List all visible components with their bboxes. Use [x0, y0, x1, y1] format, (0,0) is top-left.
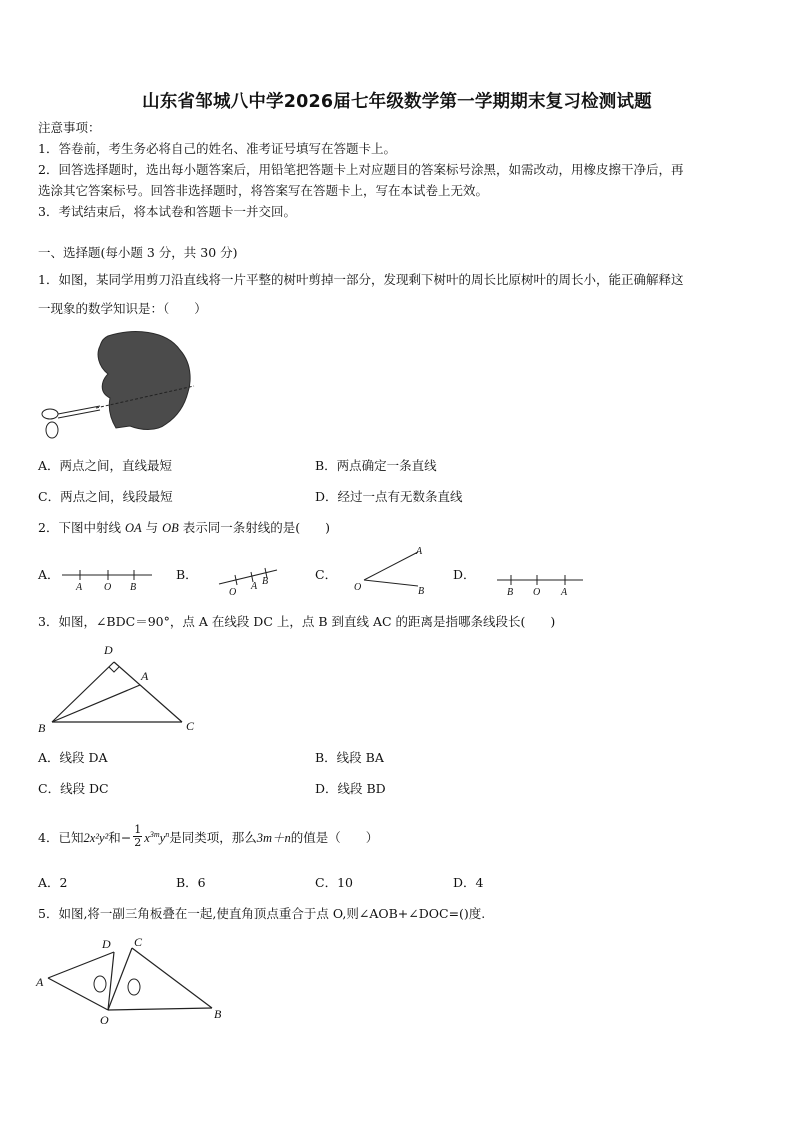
q5-label-o: O — [100, 1013, 109, 1027]
q3-option-c: C．线段 DC — [38, 781, 109, 796]
q3-option-a: A．线段 DA — [38, 750, 108, 765]
q2d-label-b: B — [507, 587, 514, 598]
note-3: 3．考试结束后，将本试卷和答题卡一并交回。 — [38, 204, 296, 219]
section-heading: 一、选择题(每小题 3 分，共 30 分) — [38, 245, 238, 260]
q4-neg: − — [120, 830, 132, 845]
q5-label-d: D — [102, 937, 111, 951]
q2c-label-o: O — [354, 582, 362, 593]
q2-stem-pre: 2．下图中射线 — [38, 520, 125, 535]
q4-fraction — [133, 824, 142, 849]
q4-post2: 的值是（ ） — [290, 830, 379, 845]
scissors-handle-2 — [46, 422, 58, 438]
q2b-label-b: B — [262, 576, 269, 587]
q5-label-a: A — [36, 975, 44, 989]
scissors-blade-1 — [58, 406, 100, 414]
q4-term2-base: x — [144, 831, 150, 845]
q3-label-c: C — [186, 719, 195, 733]
q4-frac-den: 2 — [134, 836, 142, 849]
q4-option-c: C．10 — [315, 875, 353, 890]
notes-heading: 注意事项： — [38, 120, 101, 135]
q2b-label-a: A — [251, 581, 258, 592]
q4-stem — [38, 823, 379, 860]
note-2a: 2．回答选择题时，选出每小题答案后，用铅笔把答题卡上对应题目的答案标号涂黑，如需改动，用橡皮擦干净后，再 — [38, 162, 684, 177]
q5-label-c: C — [134, 935, 143, 949]
leaf-scissors-figure — [38, 328, 198, 448]
q2a-label-b: B — [130, 582, 137, 593]
q2d-label-a: A — [561, 587, 568, 598]
q2-ob: OB — [162, 521, 179, 535]
q2c-label-a: A — [416, 546, 423, 557]
q2b-label-o: O — [229, 587, 237, 596]
q3-option-b: B．线段 BA — [315, 750, 384, 765]
q1-stem-b: 一现象的数学知识是：（ ） — [38, 301, 207, 316]
q3-label-b: B — [38, 721, 46, 735]
q2-fig-b — [215, 560, 281, 596]
q5-stem: 5．如图,将一副三角板叠在一起,使直角顶点重合于点 O,则∠AOB+∠DOC=()度. — [38, 906, 486, 921]
note-2b: 选涂其它答案标号。回答非选择题时，将答案写在答题卡上，写在本试卷上无效。 — [38, 183, 489, 198]
q4-frac-num: 1 — [134, 823, 142, 836]
q1-option-d: D．经过一点有无数条直线 — [315, 489, 463, 504]
q2-option-d-label: D． — [453, 567, 476, 582]
q2-fig-d — [495, 568, 587, 598]
q4-term1: 2x²y² — [83, 831, 109, 845]
q2-stem-mid: 与 — [141, 520, 163, 535]
q3-stem: 3．如图，∠BDC＝90°，点 A 在线段 DC 上，点 B 到直线 AC 的距离是指哪条线段长( ) — [38, 614, 556, 629]
q4-expr: 3m＋n — [256, 831, 291, 845]
q3-label-d: D — [104, 643, 113, 657]
q4-pre: 4．已知 — [38, 830, 84, 845]
q2c-label-b: B — [418, 586, 425, 597]
q4-and: 和 — [108, 830, 121, 845]
q2-fig-a — [60, 563, 156, 593]
scissors-handle-1 — [42, 409, 58, 419]
page-title: 山东省邹城八中学2026届七年级数学第一学期期末复习检测试题 — [142, 92, 652, 112]
q4-term2-exp1: 3m — [149, 829, 160, 839]
q5-triangles-figure — [34, 930, 234, 1030]
q2-stem-post: 表示同一条射线的是( ) — [178, 520, 330, 535]
q1-stem-a: 1．如图，某同学用剪刀沿直线将一片平整的树叶剪掉一部分，发现剩下树叶的周长比原树叶的周长小，能正确解释这 — [38, 272, 684, 287]
note-1: 1．答卷前，考生务必将自己的姓名、准考证号填写在答题卡上。 — [38, 141, 396, 156]
q5-label-b: B — [214, 1007, 222, 1021]
q1-option-c: C．两点之间，线段最短 — [38, 489, 173, 504]
q4-term2-exp2: n — [165, 829, 170, 839]
q2-option-b-label: B． — [176, 567, 198, 582]
scissors-blade-2 — [58, 410, 100, 418]
q2-fig-c — [350, 540, 436, 598]
q4-option-d: D．4 — [453, 875, 484, 890]
q3-triangle-figure — [36, 640, 206, 736]
q2a-label-a: A — [76, 582, 83, 593]
q2-option-a-label: A． — [38, 567, 60, 582]
q4-option-b: B．6 — [176, 875, 206, 890]
q2-option-c-label: C． — [315, 567, 338, 582]
q1-option-a: A．两点之间，直线最短 — [38, 458, 173, 473]
q3-label-a: A — [141, 669, 149, 683]
q3-option-d: D．线段 BD — [315, 781, 386, 796]
q4-option-a: A．2 — [38, 875, 68, 890]
q2a-label-o: O — [104, 582, 112, 593]
leaf-shape — [98, 332, 190, 430]
q4-term2-mid: y — [159, 831, 166, 845]
q2d-label-o: O — [533, 587, 541, 598]
q4-post1: 是同类项，那么 — [169, 830, 257, 845]
q1-option-b: B．两点确定一条直线 — [315, 458, 437, 473]
q2-stem — [38, 520, 330, 536]
q2-oa: OA — [124, 521, 142, 535]
